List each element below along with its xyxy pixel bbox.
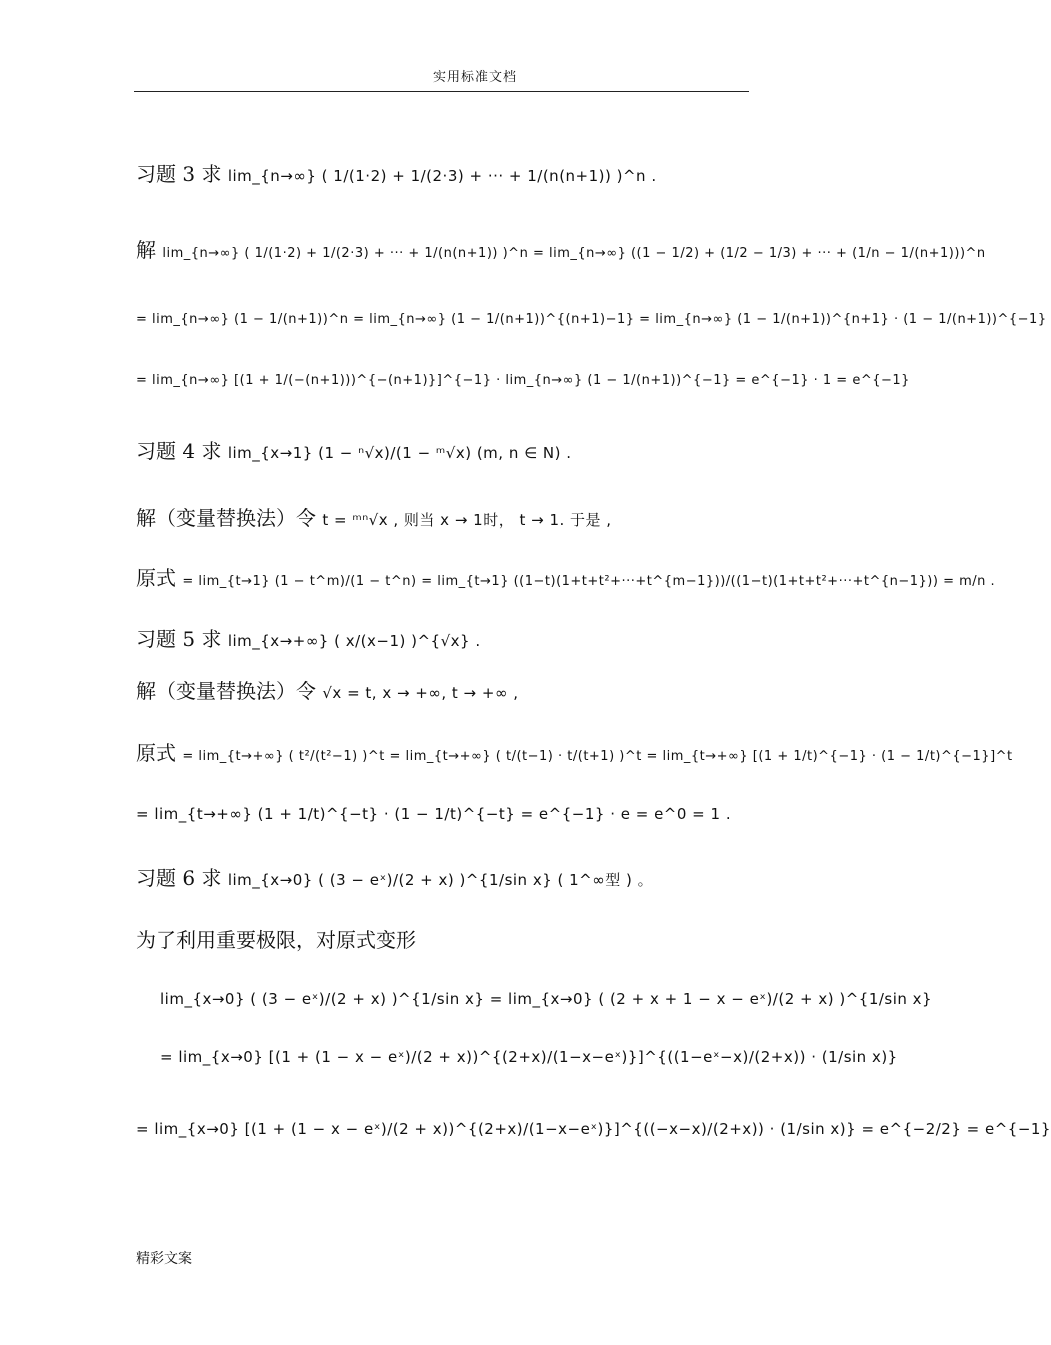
solution-5-line-2: [136, 737, 1013, 766]
solution-3-formula-3: = lim_{n→∞} [(1 + 1/(−(n+1)))^{−(n+1)}]^{−1} · lim_{n→∞} (1 − 1/(n+1))^{−1} = e^{−1} · 1 = e^{−1}: [136, 373, 910, 388]
exercise-5: [136, 623, 910, 652]
exercise-6-label: 习题 6 求: [136, 866, 222, 890]
solution-5-formula-1: √x = t, x → +∞, t → +∞ ,: [322, 684, 519, 702]
solution-4-formula-2: = lim_{t→1} (1 − t^m)/(1 − t^n) = lim_{t→1} ((1−t)(1+t+t²+···+t^{m−1}))/((1−t)(1+t+t²+···+t^{n−1})) = m/n .: [182, 574, 996, 589]
header-title: 实用标准文档: [432, 70, 517, 85]
solution-6-formula-1: lim_{x→0} ( (3 − eˣ)/(2 + x) )^{1/sin x} = lim_{x→0} ( (2 + x + 1 − x − eˣ)/(2 + x) )^{1/sin x}: [160, 990, 933, 1008]
solution-6-formula-3: = lim_{x→0} [(1 + (1 − x − eˣ)/(2 + x))^{(2+x)/(1−x−eˣ)}]^{((−x−x)/(2+x)) · (1/sin x)} = e^{−2/2} = e^{−1}: [136, 1120, 1051, 1138]
exercise-5-label: 习题 5 求: [136, 627, 222, 651]
exercise-5-formula: lim_{x→+∞} ( x/(x−1) )^{√x} .: [227, 632, 481, 650]
solution-5-formula-3: = lim_{t→+∞} (1 + 1/t)^{−t} · (1 − 1/t)^{−t} = e^{−1} · e = e^0 = 1 .: [136, 805, 732, 823]
footer-text: 精彩文案: [136, 1251, 192, 1267]
solution-3-line-3: [136, 365, 910, 389]
solution-4-line-1: [136, 502, 910, 531]
solution-6-line-2: [160, 1043, 910, 1067]
solution-3-formula-1: lim_{n→∞} ( 1/(1·2) + 1/(2·3) + ··· + 1/(n(n+1)) )^n = lim_{n→∞} ((1 − 1/2) + (1/2 − 1/3) + ··· + (1/n − 1/(n+1)))^n: [162, 246, 986, 261]
exercise-4-formula: lim_{x→1} (1 − ⁿ√x)/(1 − ᵐ√x) (m, n ∈ N) .: [227, 444, 572, 462]
solution-5-formula-2: = lim_{t→+∞} ( t²/(t²−1) )^t = lim_{t→+∞} ( t/(t−1) · t/(t+1) )^t = lim_{t→+∞} [(1 + 1/t)^{−1} · (1 − 1/t)^{−1}]^t: [182, 749, 1013, 764]
solution-6-intro: [136, 924, 910, 953]
exercise-6-formula: lim_{x→0} ( (3 − eˣ)/(2 + x) )^{1/sin x} ( 1^∞型 ) 。: [227, 871, 654, 889]
exercise-3: [136, 158, 910, 187]
solution-6-line-1: [160, 985, 933, 1009]
exercise-4-label: 习题 4 求: [136, 439, 222, 463]
solution-4-origin-label: 原式: [136, 566, 176, 590]
solution-4-formula-1: t = ᵐⁿ√x , 则当 x → 1时， t → 1. 于是 ,: [322, 511, 612, 529]
solution-4-label: 解（变量替换法）令: [136, 506, 316, 530]
solution-3-line-1: [136, 234, 986, 263]
solution-6-intro-text: 为了利用重要极限，对原式变形: [136, 928, 416, 952]
solution-5-line-1: [136, 675, 910, 704]
solution-3-label: 解: [136, 238, 156, 262]
solution-6-formula-2: = lim_{x→0} [(1 + (1 − x − eˣ)/(2 + x))^{(2+x)/(1−x−eˣ)}]^{((1−eˣ−x)/(2+x)) · (1/sin x)}: [160, 1048, 898, 1066]
solution-5-line-3: [136, 800, 910, 824]
exercise-3-formula: lim_{n→∞} ( 1/(1·2) + 1/(2·3) + ··· + 1/(n(n+1)) )^n .: [227, 167, 657, 185]
header-rule: [134, 91, 749, 92]
exercise-3-label: 习题 3 求: [136, 162, 222, 186]
solution-5-origin-label: 原式: [136, 741, 176, 765]
solution-3-line-2: [136, 304, 1047, 328]
solution-6-line-3: [136, 1115, 1051, 1139]
exercise-6: [136, 862, 910, 891]
solution-3-formula-2: = lim_{n→∞} (1 − 1/(n+1))^n = lim_{n→∞} (1 − 1/(n+1))^{(n+1)−1} = lim_{n→∞} (1 − 1/(n+1))^{n+1} · (1 − 1/(n+1))^{−1}: [136, 312, 1047, 327]
exercise-4: [136, 435, 910, 464]
solution-5-label: 解（变量替换法）令: [136, 679, 316, 703]
solution-4-line-2: [136, 562, 996, 591]
